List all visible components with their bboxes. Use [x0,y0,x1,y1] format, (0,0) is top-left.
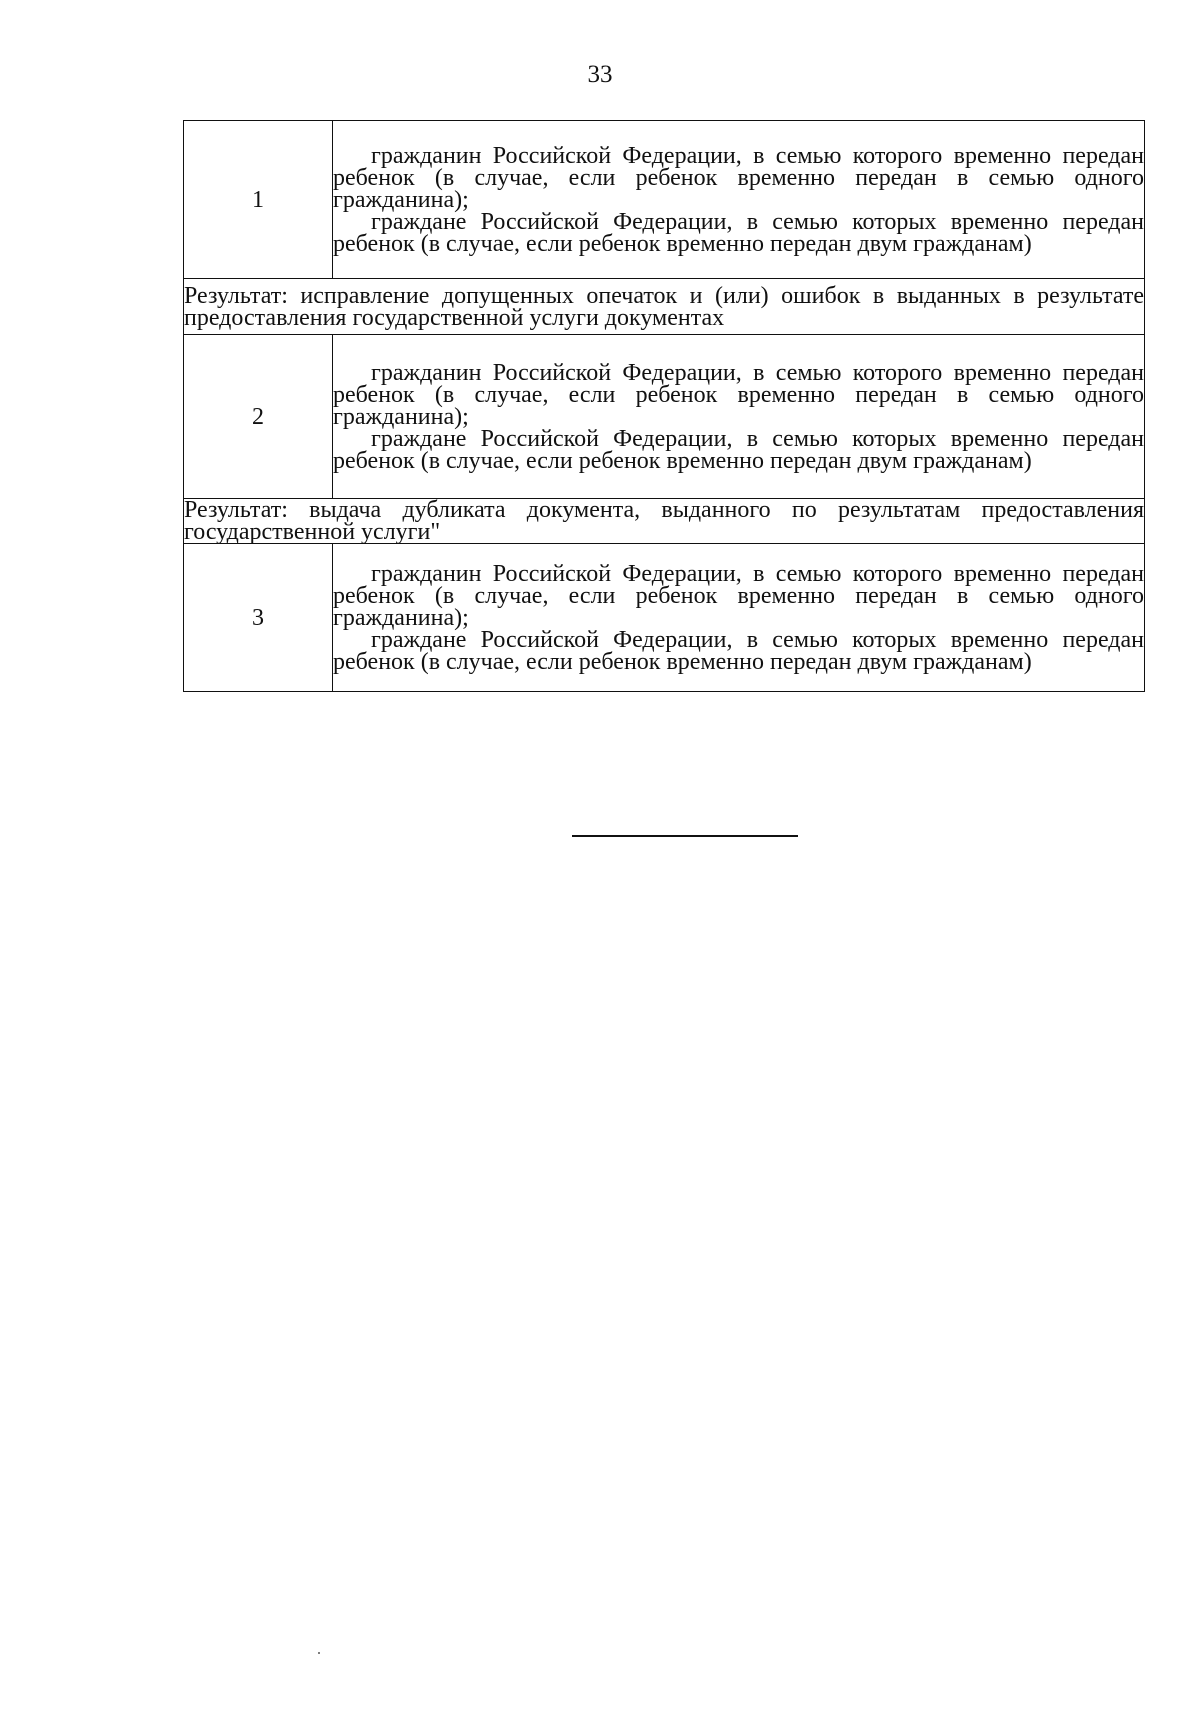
applicants-cell [333,544,1145,692]
result-text: Результат: выдача дубликата документа, выданного по результатам предоставления государственной услуги" [184,497,1144,545]
page-number: 33 [587,61,613,88]
end-of-document-rule [572,835,798,837]
applicant-paragraph: граждане Российской Федерации, в семью которых временно передан ребенок (в случае, если ребенок временно передан двум гражданам) [333,425,1144,474]
applicant-paragraph: гражданин Российской Федерации, в семью которого временно передан ребенок (в случае, если ребенок временно передан в семью одного гражданина); [333,142,1144,213]
table-row [184,544,1145,692]
table-row [184,335,1145,499]
applicants-table [183,120,1145,692]
applicant-paragraph: гражданин Российской Федерации, в семью которого временно передан ребенок (в случае, если ребенок временно передан в семью одного гражданина); [333,560,1144,631]
table-row [184,121,1145,279]
result-text: Результат: исправление допущенных опечаток и (или) ошибок в выданных в результате предоставления государственной услуги документах [184,279,1145,335]
row-number: 3 [184,544,333,692]
result-row [184,499,1145,544]
applicants-cell [333,121,1145,279]
applicant-paragraph: гражданин Российской Федерации, в семью которого временно передан ребенок (в случае, если ребенок временно передан в семью одного гражданина); [333,359,1144,430]
result-row [184,279,1145,335]
row-number: 1 [184,121,333,279]
applicant-paragraph: граждане Российской Федерации, в семью которых временно передан ребенок (в случае, если ребенок временно передан двум гражданам) [333,626,1144,675]
applicants-cell [333,335,1145,499]
row-number: 2 [184,335,333,499]
scan-speck [318,1652,320,1654]
applicant-paragraph: граждане Российской Федерации, в семью которых временно передан ребенок (в случае, если ребенок временно передан двум гражданам) [333,208,1144,257]
